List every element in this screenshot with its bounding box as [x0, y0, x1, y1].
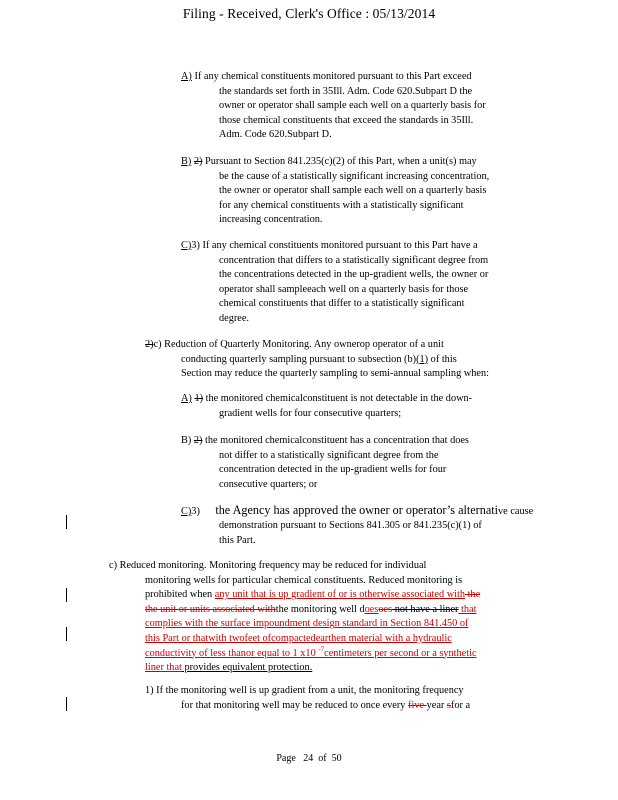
- page-number: 24: [303, 753, 314, 764]
- page-label: Page: [276, 753, 296, 764]
- item-text: If any chemical constituents monitored pursuant to this Part exceed: [194, 71, 472, 82]
- revision-bar: [66, 627, 67, 641]
- item-text: concentration detected in the up-gradient wells for four: [219, 464, 447, 476]
- deleted-text: the: [465, 589, 481, 601]
- item-text: the monitoring well d: [275, 603, 365, 615]
- para-b-reduction: [145, 338, 489, 382]
- revision-bar: [66, 588, 67, 602]
- item-text: owner or operator shall sample each well on a quarterly basis for: [219, 100, 486, 112]
- item-text: those chemical constituents that exceed the standards in 35Ill.: [219, 114, 474, 126]
- struck-number: 3): [191, 240, 200, 251]
- item-label: c): [153, 339, 162, 350]
- item-text: conducting quarterly sampling pursuant to subsection (b): [181, 353, 417, 365]
- item-label: B): [181, 156, 192, 167]
- item-text: chemical constituents that differ to a statistically significant: [219, 298, 465, 310]
- para-a-C: [181, 239, 488, 327]
- item-text: provides equivalent protection.: [181, 662, 313, 674]
- deleted-text: not have a liner: [392, 603, 459, 615]
- para-c-1: [145, 684, 470, 713]
- item-label: A): [181, 393, 192, 404]
- item-label: c): [109, 560, 117, 571]
- item-text: concentration that differs to a statistically significant degree from: [219, 254, 489, 266]
- item-text: this Part.: [219, 534, 256, 546]
- revision-bar: [66, 515, 67, 529]
- item-text: the concentrations detected in the up-gradient wells, the owner or: [219, 269, 489, 281]
- item-text: Section may reduce the quarterly sampling to semi-annual sampling when:: [181, 368, 489, 380]
- deleted-text: five: [408, 699, 427, 711]
- agency-text: the Agency has approved the owner or operator’s alternati: [215, 503, 499, 517]
- item-text: be the cause of a statistically significant increasing concentration,: [219, 170, 490, 182]
- item-text: for a: [450, 699, 471, 711]
- item-text: Reduction of Quarterly Monitoring. Any ownerор operator of a unit: [161, 339, 444, 350]
- item-text: degree.: [219, 312, 250, 324]
- item-text: for any chemical constituents with a statistically significant: [219, 199, 464, 211]
- item-text: the owner or operator shall sample each well on a quarterly basis: [219, 185, 487, 197]
- deleted-text: oes: [378, 603, 393, 615]
- inserted-text: any unit that is up gradient of or is otherwise associated with: [214, 589, 465, 601]
- item-text: monitoring wells for particular chemical constituents. Reduced monitoring is: [145, 574, 463, 586]
- item-text: demonstration pursuant to Sections 841.305 or 841.235(c)(1) of: [219, 520, 482, 531]
- item-label: C): [181, 240, 192, 251]
- filing-header: Filing - Received, Clerk's Office : 05/13/2014: [182, 6, 436, 21]
- item-text: increasing concentration.: [219, 214, 323, 226]
- item-label: 1): [145, 685, 154, 696]
- item-text: If the monitoring well is up gradient from a unit, the monitoring frequency: [153, 685, 464, 696]
- struck-number: 3): [191, 506, 200, 517]
- para-a-A: [181, 70, 486, 143]
- para-b-A: [181, 392, 472, 421]
- item-label: C): [181, 506, 192, 517]
- item-text: consecutive quarters; or: [219, 478, 318, 490]
- item-text: not differ to a statistically significant degree from the: [219, 449, 439, 461]
- revision-bar: [66, 697, 67, 711]
- item-text: year: [426, 699, 447, 711]
- inserted-text: (1): [416, 353, 429, 365]
- struck-number: 1): [194, 393, 204, 404]
- page-total: 50: [331, 753, 342, 764]
- para-c-reduced-monitoring: [109, 559, 480, 676]
- item-text: the monitored chemicalconstituent has a concentration that does: [202, 435, 469, 446]
- inserted-text: this Part or thatwith twofeet ofcompactedearthen material with a hydraulic: [145, 632, 452, 644]
- para-b-B: [181, 434, 469, 492]
- inserted-text: complies with the surface impoundment design standard in Section 841.450 of: [145, 618, 469, 630]
- exponent: -7: [318, 645, 325, 654]
- item-text: the monitored chemicalconstituent is not detectable in the down-: [203, 393, 473, 404]
- item-text: gradient wells for four consecutive quarters;: [219, 407, 402, 419]
- inserted-text: centimeters per second or a synthetic: [324, 647, 477, 659]
- item-text: ve cause: [498, 506, 534, 517]
- inserted-text: conductivity of less thanor equal to 1 x10: [145, 647, 319, 659]
- item-text: Adm. Code 620.Subpart D.: [219, 129, 332, 141]
- item-label: B): [181, 435, 192, 446]
- page-of: of: [318, 753, 327, 764]
- inserted-text: that: [458, 603, 477, 615]
- inserted-text: liner that: [145, 662, 182, 674]
- inserted-text: oes: [364, 603, 379, 615]
- struck-number: 2): [193, 156, 203, 167]
- item-text: prohibited when: [145, 589, 215, 601]
- page-footer: [0, 752, 618, 767]
- struck-number: 2): [145, 339, 154, 350]
- item-text: of this: [428, 353, 457, 365]
- item-text: the standards set forth in 35Ill. Adm. Code 620.Subpart D the: [219, 85, 473, 97]
- item-text: operator shall sampleeach well on a quarterly basis for those: [219, 283, 469, 295]
- item-text: If any chemical constituents monitored pursuant to this Part have a: [199, 240, 478, 251]
- item-text: Reduced monitoring. Monitoring frequency may be reduced for individual: [117, 560, 427, 571]
- struck-number: 2): [193, 435, 203, 446]
- item-text: Pursuant to Section 841.235(c)(2) of this Part, when a unit(s) may: [202, 156, 477, 167]
- deleted-text: the unit or units associated with: [145, 603, 276, 615]
- item-label: A): [181, 71, 192, 82]
- deleted-text: s: [446, 699, 451, 711]
- para-a-B: [181, 155, 489, 228]
- item-text: for that monitoring well may be reduced to once every: [181, 699, 409, 711]
- para-b-C: [181, 503, 533, 548]
